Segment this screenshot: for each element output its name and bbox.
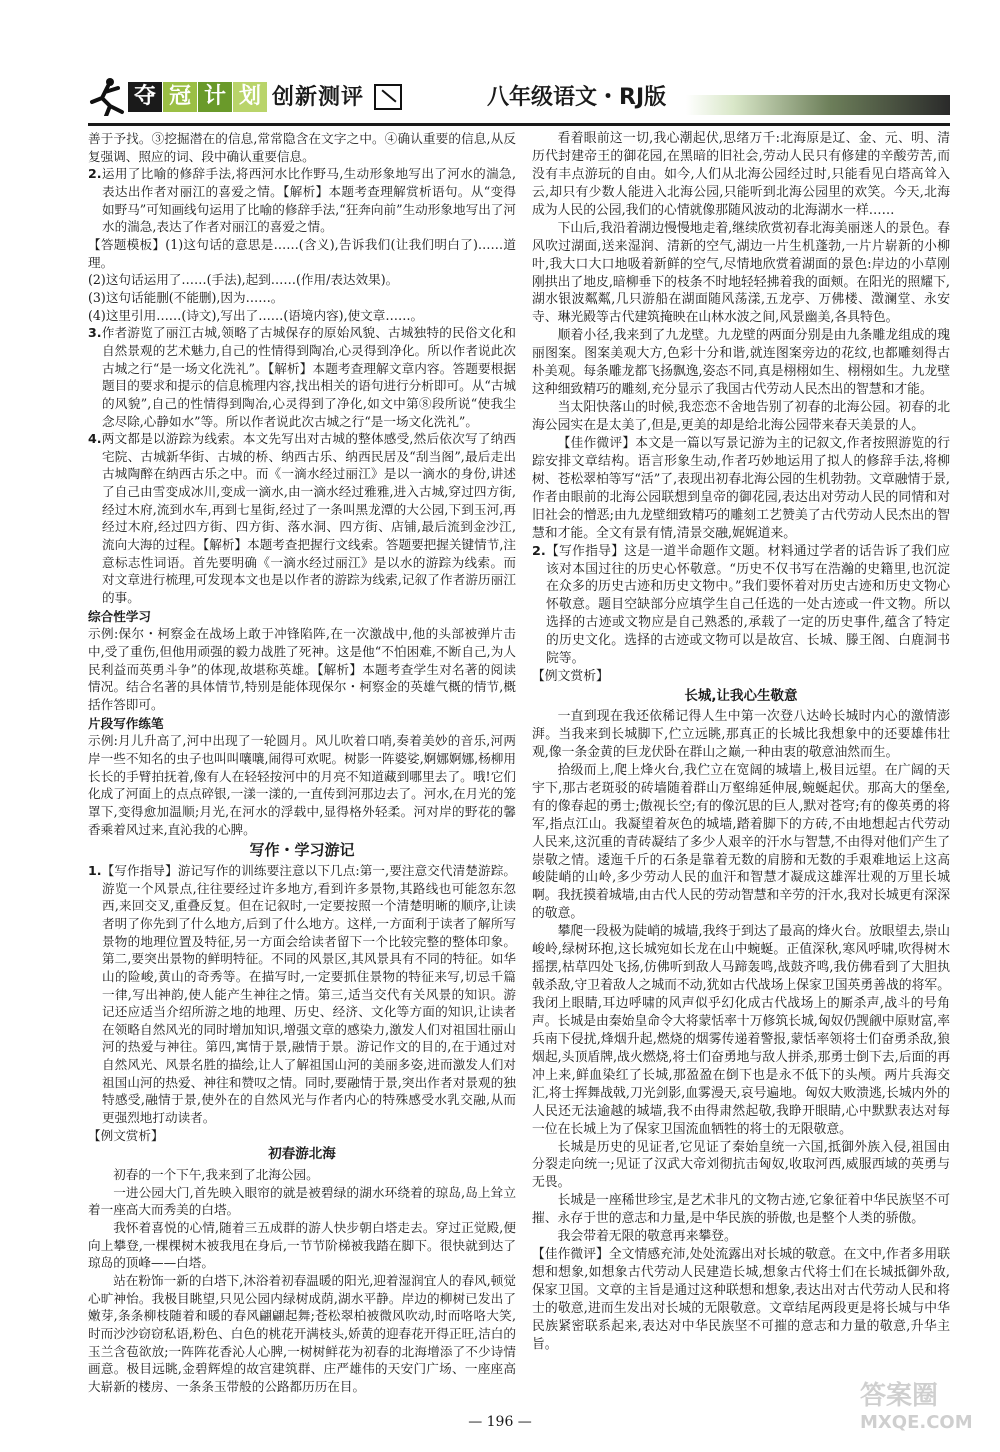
paragraph: 初春的一个下午,我来到了北海公园。 xyxy=(113,1167,319,1183)
essay-title: 长城,让我心生敬意 xyxy=(684,688,798,705)
answer-item xyxy=(88,165,516,236)
paragraph: 一进公园大门,首先映入眼帘的就是被碧绿的湖水环绕着的琼岛,岛上耸立着一座高大而秀美的白塔。 xyxy=(88,1184,516,1218)
logo-char-3: 计 xyxy=(198,82,232,112)
paragraph: 【例文赏析】 xyxy=(88,1127,164,1143)
paragraph: (2)这句话运用了……(手法),起到……(作用/表达效果)。 xyxy=(88,272,399,288)
answer-item xyxy=(88,862,516,1127)
answer-text: 作者游览了丽江古城,领略了古城保存的原始风貌、古城独特的民俗文化和自然景观的艺术魅力,自己的性情得到陶冶,心灵得到净化。所以作者说此次古城之行“是一场文化洗礼”。【解析】本题考查理解文章内容。答题要根据题目的要求和提示的信息梳理内容,找出相关的语句进行分析即可。从“古城的风貌”,自己的性情得到陶冶,心灵得到了净化,如文中第⑧段所说“使我尘念尽除,心静如水”等。所以作者说此次古城之行“是一场文化洗礼”。 xyxy=(101,325,516,429)
answer-text: 【写作指导】游记写作的训练要注意以下几点:第一,要注意交代清楚游踪。游览一个风景点,往往要经过许多地方,看到许多景物,其路线也可能忽东忽西,来回交叉,重叠反复。但在记叙时,一定要按照一个清楚明晰的顺序,让读者明了你先到了什么地方,后到了什么地方。这样,一方面利于读者了解所写景物的地理位置及特征,另一方面会给读者留下一个比较完整的整体印象。第二,要突出景物的鲜明特征。不同的风景区,其风景具有不同的特征。如华山的险峻,黄山的奇秀等。在描写时,一定要抓住景物的特征来写,切忌千篇一律,写出神韵,使人能产生神往之情。第三,适当交代有关风景的知识。游记还应适当介绍所游之地的地理、历史、经济、文化等方面的知识,让读者在领略自然风光的同时增加知识,增强文章的感染力,激发人们对祖国壮丽山河的热爱与神往。第四,寓情于景,融情于景。游记作文的目的,在于通过对自然风光、风景名胜的描绘,让人了解祖国山河的美丽多姿,进而激发人们对祖国山河的热爱、神往和赞叹之情。同时,要融情于景,突出作者对景观的独特感受,融情于景,使外在的自然风光与作者内心的特殊感受水乳交融,从而更强烈地打动读者。 xyxy=(101,862,516,1126)
page-number: — 196 — xyxy=(468,1414,532,1430)
paragraph: 一直到现在我还依稀记得人生中第一次登八达岭长城时内心的激情澎湃。当我来到长城脚下,伫立远眺,那真正的长城比我想象中的还要雄伟壮观,像一条金黄的巨龙伏卧在群山之巅,一种由衷的敬意油然而生。 xyxy=(532,709,950,760)
page-header xyxy=(0,0,1000,138)
section-heading: 片段写作练笔 xyxy=(88,715,164,731)
answer-text: 运用了比喻的修辞手法,将西河水比作野马,生动形象地写出了河水的湍急,表达出作者对丽江的喜爱之情。【解析】本题考查理解赏析语句。从“变得如野马”可知画线句运用了比喻的修辞手法,“狂奔向前”生动形象地写出了河水的湍急,表达了作者对丽江的喜爱之情。 xyxy=(101,166,516,235)
answer-item xyxy=(88,430,516,607)
paragraph: 站在粉饰一新的白塔下,沐浴着初春温暖的阳光,迎着湿润宜人的春风,顿觉心旷神怡。我极目眺望,只见公园内绿树成荫,湖水平静。岸边的柳树已发出了嫩芽,条条柳枝随着和暖的春风翩翩起舞;苍松翠柏被微风吹动,时而咯咯大笑,时而沙沙窃窃私语,粉色、白色的桃花开满枝头,娇黄的迎春花开得正旺,洁白的玉兰含苞欲放;一阵阵花香沁人心脾,一树树鲜花为初春的北海增添了不少诗情画意。极目远眺,金碧辉煌的故宫建筑群、庄严雄伟的天安门广场、一座座高大崭新的楼房、一条条玉带般的公路都历历在目。 xyxy=(88,1273,516,1394)
logo-char-2: 冠 xyxy=(163,82,197,112)
paragraph: (3)这句话能删(不能删),因为……。 xyxy=(88,289,284,305)
answer-number: 2. xyxy=(532,543,546,559)
section-heading: 综合性学习 xyxy=(88,608,151,624)
paragraph: 示例:保尔・柯察金在战场上敢于冲锋陷阵,在一次激战中,他的头部被弹片击中,受了重伤,但他用顽强的毅力战胜了死神。这是他“不怕困难,不断自己,为人民利益而英勇斗争”的体现,故堪称英雄。【解析】本题考查学生对名著的阅读情况。结合名著的具体情节,特别是能体现保尔・柯察金的英雄气概的情节,概括作答即可。 xyxy=(88,626,516,712)
paragraph: 长城是一座稀世珍宝,是艺术非凡的文物古迹,它象征着中华民族坚不可摧、永存于世的意志和力量,是中华民族的骄傲,也是整个人类的骄傲。 xyxy=(532,1193,950,1227)
checkbox-pen-icon xyxy=(374,84,402,110)
paragraph: 【佳作微评】本文是一篇以写景记游为主的记叙文,作者按照游览的行踪安排文章结构。语言形象生动,作者巧妙地运用了拟人的修辞手法,将柳树、苍松翠柏等写“活”了,表现出初春北海公园的生机勃勃。文章融情于景,作者由眼前的北海公园联想到皇帝的御花园,表达出对劳动人民的同情和对旧社会的憎恶;由九龙壁细致精巧的雕刻工艺赞美了古代劳动人民杰出的智慧和才能。全文有景有情,清景交融,娓娓道来。 xyxy=(532,435,950,541)
paragraph: 我会带着无限的敬意再来攀登。 xyxy=(557,1229,737,1245)
answer-number: 1. xyxy=(88,862,102,878)
grade-title: 八年级语文・RJ版 xyxy=(487,85,667,110)
paragraph: (4)这里引用……(诗文),写出了……(语境内容),使文章……。 xyxy=(88,307,424,323)
paragraph: 长城是历史的见证者,它见证了秦始皇统一六国,抵御外族入侵,祖国由分裂走向统一;见证了汉武大帝刘彻抗击匈奴,收取河西,威服西域的英勇与无畏。 xyxy=(532,1139,950,1191)
paragraph: 【佳作微评】全文情感充沛,处处流露出对长城的敬意。在文中,作者多用联想和想象,如想象古代劳动人民建造长城,想象古代将士们在长城抵御外敌,保家卫国。文章的主旨是通过这种联想和想象,表达出对古代劳动人民和将士的敬意,进而生发出对长城的无限敬意。文章结尾两段更是将长城与中华民族紧密联系起来,表达对中华民族坚不可摧的意志和力量的敬意,升华主旨。 xyxy=(532,1247,950,1352)
header-rule xyxy=(88,123,950,126)
answer-item xyxy=(88,324,516,430)
paragraph: 当太阳快落山的时候,我恋恋不舍地告别了初春的北海公园。初春的北海公园实在是太美了,但是,更美的却是给北海公园带来春天美景的人。 xyxy=(532,400,950,433)
paragraph: 示例:月儿升高了,河中出现了一轮圆月。风儿吹着口哨,奏着美妙的音乐,河两岸一些不知名的虫子也叫叫嚷嚷,闹得可欢呢。树影一阵婆娑,婀娜婀娜,杨柳用长长的手臂拍抚着,像有人在轻轻按河中的月亮不知道藏到哪里去了。哦!它们化成了河面上的点点碎银,一漾一漾的,一直传到河那边去了。河水,在月光的笼罩下,变得愈加温顺;月光,在河水的浮载中,显得格外轻柔。河对岸的野花的馨香乘着风过来,直沁我的心脾。 xyxy=(88,733,516,837)
answer-number: 4. xyxy=(88,431,102,447)
right-column xyxy=(532,130,950,1354)
answer-item xyxy=(532,543,950,669)
paragraph: 下山后,我沿着湖边慢慢地走着,继续欣赏初春北海美丽迷人的景色。春风吹过湖面,送来湿润、清新的空气,湖边一片生机蓬勃,一片片崭新的小柳叶,我大口大口地吸着新鲜的空气,尽情地欣赏着湖面的景色:岸边的小草刚刚拱出了地皮,暗柳垂下的枝条不时地轻轻拂着我的面颊。在阳光的照耀下,湖水银波粼粼,几只游船在湖面随风荡漾,五龙亭、万佛楼、澂澜堂、永安寺、琳光殿等古代建筑掩映在山林水波之间,风景幽美,各具特色。 xyxy=(532,220,950,326)
answer-number: 3. xyxy=(88,325,102,341)
paragraph: 看着眼前这一切,我心潮起伏,思绪万千:北海原是辽、金、元、明、清历代封建帝王的御花园,在黑暗的旧社会,劳动人民只有修建的辛酸劳苦,而没有丰点游玩的自由。如今,人们从北海公园经过时,只能看见白塔高耸入云,却只有少数人能进入北海公园,只能听到北海公园里的欢笑。今天,北海成为人民的公园,我们的心情就像那随风波动的北海湖水一样…… xyxy=(532,131,950,218)
logo-char-1: 夺 xyxy=(128,82,162,112)
logo-char-4: 划 xyxy=(233,82,267,112)
essay-title: 初春游北海 xyxy=(268,1146,336,1163)
answer-number: 2. xyxy=(88,166,102,182)
paragraph: 攀爬一段极为陡峭的城墙,我终于到达了最高的烽火台。放眼望去,崇山峻岭,绿树环抱,这长城宛如长龙在山中蜿蜒。正值深秋,寒风呼啸,吹得树木摇摆,枯草四处飞扬,仿佛听到敌人马蹄轰鸣,战鼓齐鸣,我仿佛看到了大胆执戟杀敌,守卫着敌人之城而不动,犹如古代战场上保家卫国英勇善战的将军。我闭上眼睛,耳边呼啸的风声似乎幻化成古代战场上的厮杀声,战斗的号角声。长城是由秦始皇命令大将蒙恬率十万修筑长城,匈奴仍觊觎中原财富,率兵南下侵扰,烽烟升起,燃烧的烟雾传递着警报,蒙恬率领将士们奋勇杀敌,狼烟起,头顶盾牌,战火燃烧,将士们奋勇地与敌人拼杀,那勇士倒下去,后面的再冲上来,鲜血染红了长城,那盈盈在倒下也是永不低下的头颅。两片兵海交汇,将士挥舞战戟,刀光剑影,血雾漫天,哀号遍地。匈奴大败溃逃,长城内外的人民还无法逾越的城墙,我不由得肃然起敬,我睁开眼睛,心中默默表达对每一位在长城上为了保家卫国流血牺牲的将士的无限敬意。 xyxy=(532,924,950,1137)
series-title: 创新测评 xyxy=(272,85,365,110)
paragraph: 拾级而上,爬上烽火台,我伫立在宽阔的城墙上,极目远望。在广阔的天宇下,那古老斑驳的砖墙随着群山万壑绵延伸展,蜿蜒起伏。那高大的堡垒,有的像春起的勇士;傲视长空;有的像沉思的巨人,默对苍穹;有的像英勇的将军,指点江山。我凝望着灰色的城墙,踏着脚下的方砖,不由地想起古代劳动人民来,这沉重的青砖凝结了多少人艰辛的汗水与智慧,不由得对他们产生了崇敬之情。逶迤千斤的石条是靠着无数的肩膀和无数的手艰难地运上这高峻陡峭的山岭,多少劳动人民的血汗和智慧才凝成这雄浑壮观的万里长城啊。我抚摸着城墙,由古代人民的劳动智慧和辛劳的汗水,我对长城更有深深的敬意。 xyxy=(532,762,950,922)
watermark-url: MXQE.COM xyxy=(860,1412,973,1433)
paragraph: 顺着小径,我来到了九龙壁。九龙壁的两面分别是由九条雕龙组成的瑰丽图案。图案美观大方,色彩十分和谐,就连图案旁边的花纹,也都雕刻得古朴美观。每条雕龙都飞扬飘逸,姿态不同,真是栩栩如生、栩栩如生。九龙壁这种细致精巧的雕刻,充分显示了我国古代劳动人民杰出的智慧和才能。 xyxy=(532,328,950,398)
answer-text: 【写作指导】这是一道半命题作文题。材料通过学者的话告诉了我们应该对本国过往的历史心怀敬意。“历史不仅书写在浩瀚的史籍里,也沉淀在众多的历史古迹和历史文物中。”我们要怀着对历史古迹和历史文物心怀敬意。题目空缺部分应填学生自己任选的一处古迹或一件文物。所以选择的古迹或文物应是自己熟悉的,承载了一定的历史事件,蕴含了特定的历史文化。选择的古迹或文物可以是故宫、长城、滕王阁、白鹿洞书院等。 xyxy=(545,543,950,667)
watermark-logo xyxy=(860,1375,980,1445)
section-title: 写作・学习游记 xyxy=(249,841,355,860)
watermark-text: 答案圈 xyxy=(860,1381,939,1411)
answer-text: 两文都是以游踪为线索。本文先写出对古城的整体感受,然后依次写了纳西宅院、古城新华街、古城的桥、纳西古乐、纳西民居及“刮当阁”,最后走出古城陶醉在纳西古乐之中。而《一滴水经过丽江》是以一滴水的身份,讲述了自己由雪变成冰川,变成一滴水,由一滴水经过雅雅,进入古城,穿过四方街,经过木府,流到水车,再到七星街,经过了一条叫黑龙潭的大公园,下到玉河,再经过木府,经过四方街、四方街、落水洞、四方街、店铺,最后流到金沙江,流向大海的过程。【解析】本题考查把握行文线索。答题要把握关键情节,注意标志性词语。首先要明确《一滴水经过丽江》是以水的游踪为线索。而对文章进行梳理,可发现本文也是以作者的游踪为线索,记叙了作者游历丽江的事。 xyxy=(101,431,516,606)
runner-logo-icon xyxy=(88,76,126,116)
paragraph: 我怀着喜悦的心情,随着三五成群的游人快步朝白塔走去。穿过正觉殿,便向上攀登,一棵棵树木被我甩在身后,一节节阶梯被我踏在脚下。很快就到达了琼岛的顶峰——白塔。 xyxy=(88,1220,516,1271)
paragraph: 【例文赏析】 xyxy=(532,669,609,685)
paragraph: 【答题模板】(1)这句话的意思是……(含义),告诉我们(让我们明白了)……道理。 xyxy=(88,236,516,270)
paragraph: 善于予找。③挖掘潜在的信息,常常隐含在文字之中。④确认重要的信息,从反复强调、照应的词、段中确认重要信息。 xyxy=(88,131,516,164)
left-column xyxy=(88,130,516,1396)
